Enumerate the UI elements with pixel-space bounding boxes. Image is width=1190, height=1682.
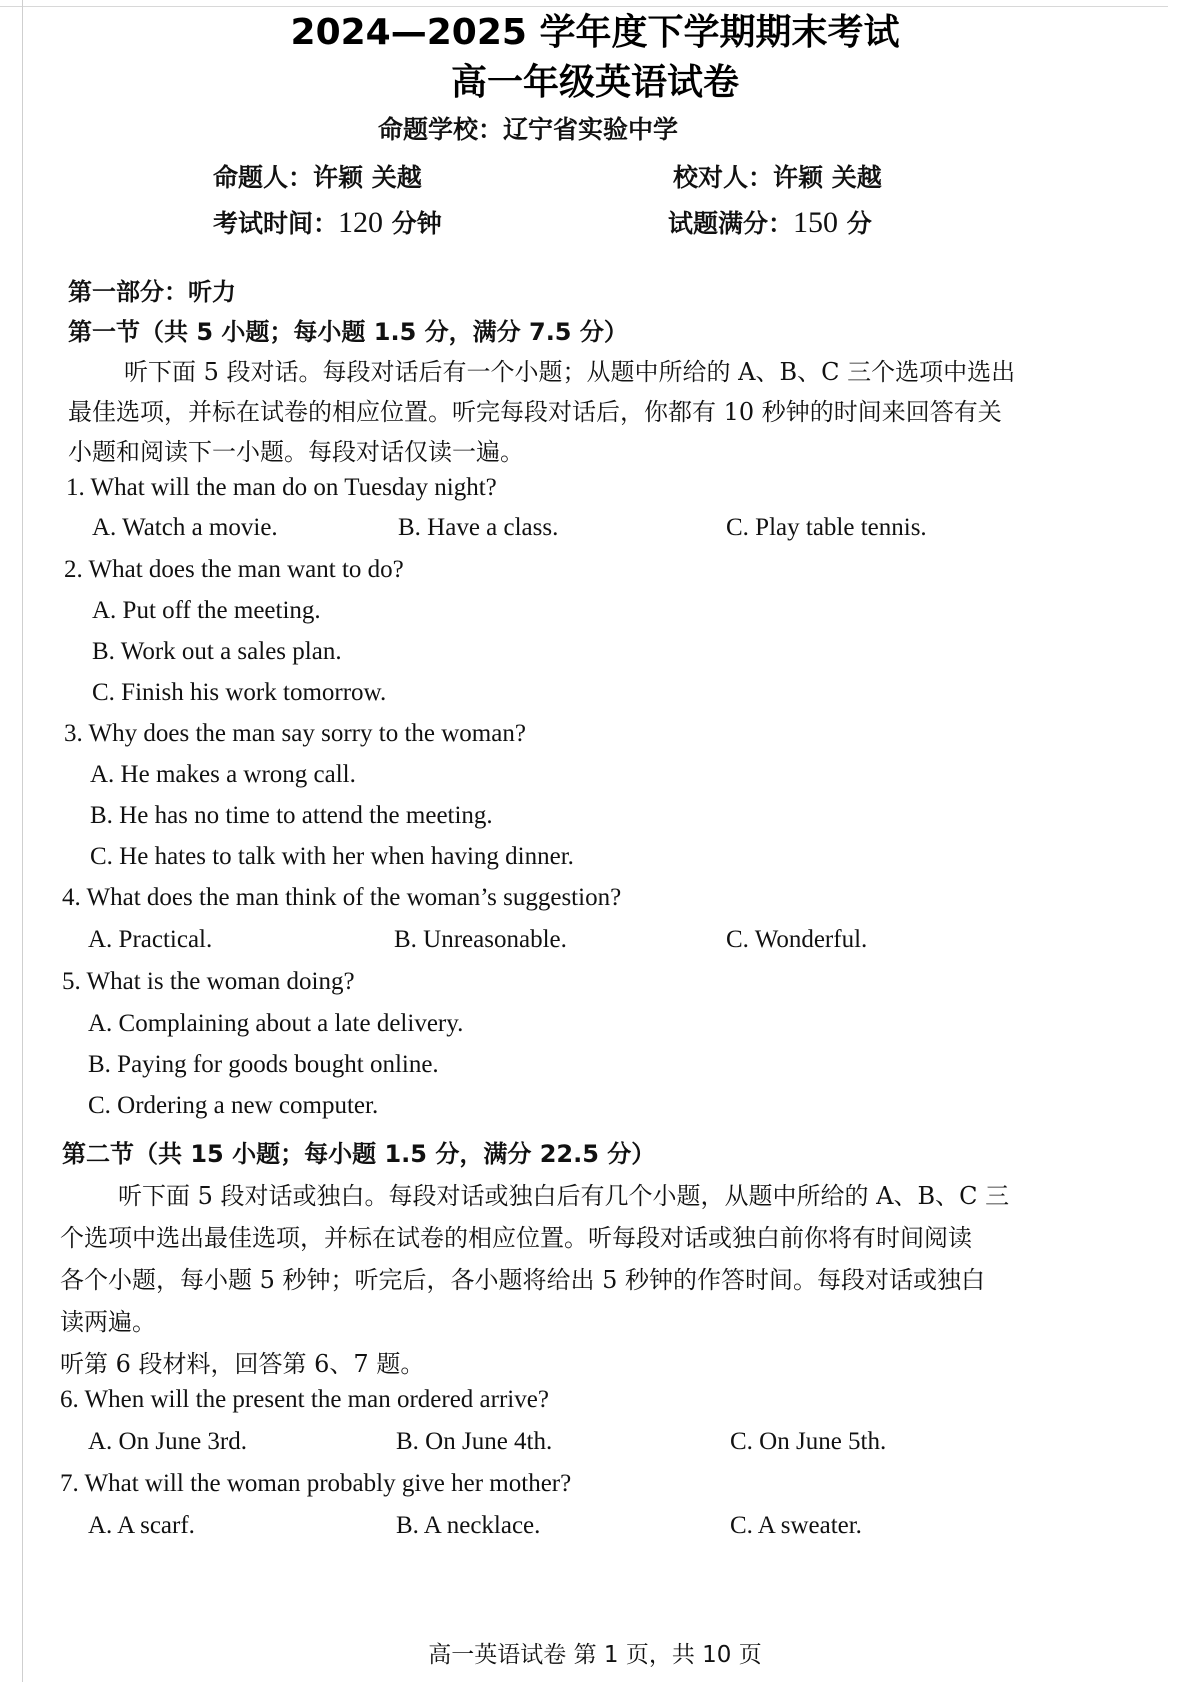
question-2: 2. What does the man want to do? (64, 556, 404, 583)
q4-option-b: B. Unreasonable. (394, 926, 567, 953)
school-line (378, 110, 678, 146)
time-line (213, 204, 442, 240)
q6-option-c: C. On June 5th. (730, 1428, 887, 1455)
section2-instructions-line3: 各个小题，每小题 5 秒钟；听完后，各小题将给出 5 秒钟的作答时间。每段对话或独白 (60, 1266, 986, 1294)
section1-instructions-line2: 最佳选项，并标在试卷的相应位置。听完每段对话后，你都有 10 秒钟的时间来回答有关 (68, 398, 1002, 426)
question-6: 6. When will the present the man ordered arrive? (60, 1386, 549, 1413)
score-label: 试题满分： (668, 209, 794, 238)
section1-instructions-line1: 听下面 5 段对话。每段对话后有一个小题；从题中所给的 A、B、C 三个选项中选出 (124, 358, 1016, 386)
section2-instructions-line4: 读两遍。 (60, 1308, 156, 1336)
exam-title: 2024—2025 学年度下学期期末考试 (290, 12, 900, 53)
exam-subtitle: 高一年级英语试卷 (450, 62, 739, 103)
q2-option-b: B. Work out a sales plan. (92, 638, 342, 665)
q5-option-b: B. Paying for goods bought online. (88, 1051, 439, 1078)
section1-heading: 第一节（共 5 小题；每小题 1.5 分，满分 7.5 分） (68, 318, 628, 346)
q2-option-a: A. Put off the meeting. (92, 597, 321, 624)
q7-option-b: B. A necklace. (396, 1512, 541, 1539)
q7-option-c: C. A sweater. (730, 1512, 862, 1539)
question-1: 1. What will the man do on Tuesday night? (66, 474, 497, 501)
author-label: 命题人： (213, 163, 314, 192)
q2-option-c: C. Finish his work tomorrow. (92, 679, 387, 706)
part1-heading: 第一部分：听力 (68, 278, 236, 306)
q5-option-a: A. Complaining about a late delivery. (88, 1010, 464, 1037)
page-footer: 高一英语试卷 第 1 页，共 10 页 (428, 1642, 762, 1668)
school-name: 辽宁省实验中学 (503, 115, 679, 144)
question-7: 7. What will the woman probably give her mother? (60, 1470, 572, 1497)
question-3: 3. Why does the man say sorry to the woman? (64, 720, 526, 747)
time-value: 120 (338, 206, 384, 239)
question-4: 4. What does the man think of the woman’s suggestion? (62, 884, 622, 911)
time-unit: 分钟 (391, 209, 442, 238)
q5-option-c: C. Ordering a new computer. (88, 1092, 379, 1119)
q1-option-a: A. Watch a movie. (92, 514, 278, 541)
q3-option-b: B. He has no time to attend the meeting. (90, 802, 493, 829)
section2-heading: 第二节（共 15 小题；每小题 1.5 分，满分 22.5 分） (62, 1140, 656, 1168)
checker-names: 许颖 关越 (773, 163, 882, 192)
question-5: 5. What is the woman doing? (62, 968, 355, 995)
checker-line (673, 158, 882, 194)
q6-option-b: B. On June 4th. (396, 1428, 553, 1455)
q3-option-a: A. He makes a wrong call. (90, 761, 356, 788)
q7-option-a: A. A scarf. (88, 1512, 195, 1539)
time-label: 考试时间： (213, 209, 339, 238)
q1-option-b: B. Have a class. (398, 514, 559, 541)
section2-instructions-line1: 听下面 5 段对话或独白。每段对话或独白后有几个小题，从题中所给的 A、B、C 三 (118, 1182, 1010, 1210)
q3-option-c: C. He hates to talk with her when having dinner. (90, 843, 574, 870)
author-line (213, 158, 422, 194)
score-line (668, 204, 872, 240)
score-value: 150 (793, 206, 839, 239)
section1-instructions-line3: 小题和阅读下一小题。每段对话仅读一遍。 (68, 438, 524, 466)
q4-option-c: C. Wonderful. (726, 926, 868, 953)
q4-option-a: A. Practical. (88, 926, 213, 953)
section2-instructions-line2: 个选项中选出最佳选项，并标在试卷的相应位置。听每段对话或独白前你将有时间阅读 (60, 1224, 972, 1252)
school-label: 命题学校： (378, 115, 504, 144)
author-names: 许颖 关越 (313, 163, 422, 192)
material-note: 听第 6 段材料，回答第 6、7 题。 (60, 1350, 425, 1378)
q1-option-c: C. Play table tennis. (726, 514, 927, 541)
page-left-border (22, 0, 23, 1682)
checker-label: 校对人： (673, 163, 774, 192)
score-unit: 分 (846, 209, 872, 238)
q6-option-a: A. On June 3rd. (88, 1428, 248, 1455)
